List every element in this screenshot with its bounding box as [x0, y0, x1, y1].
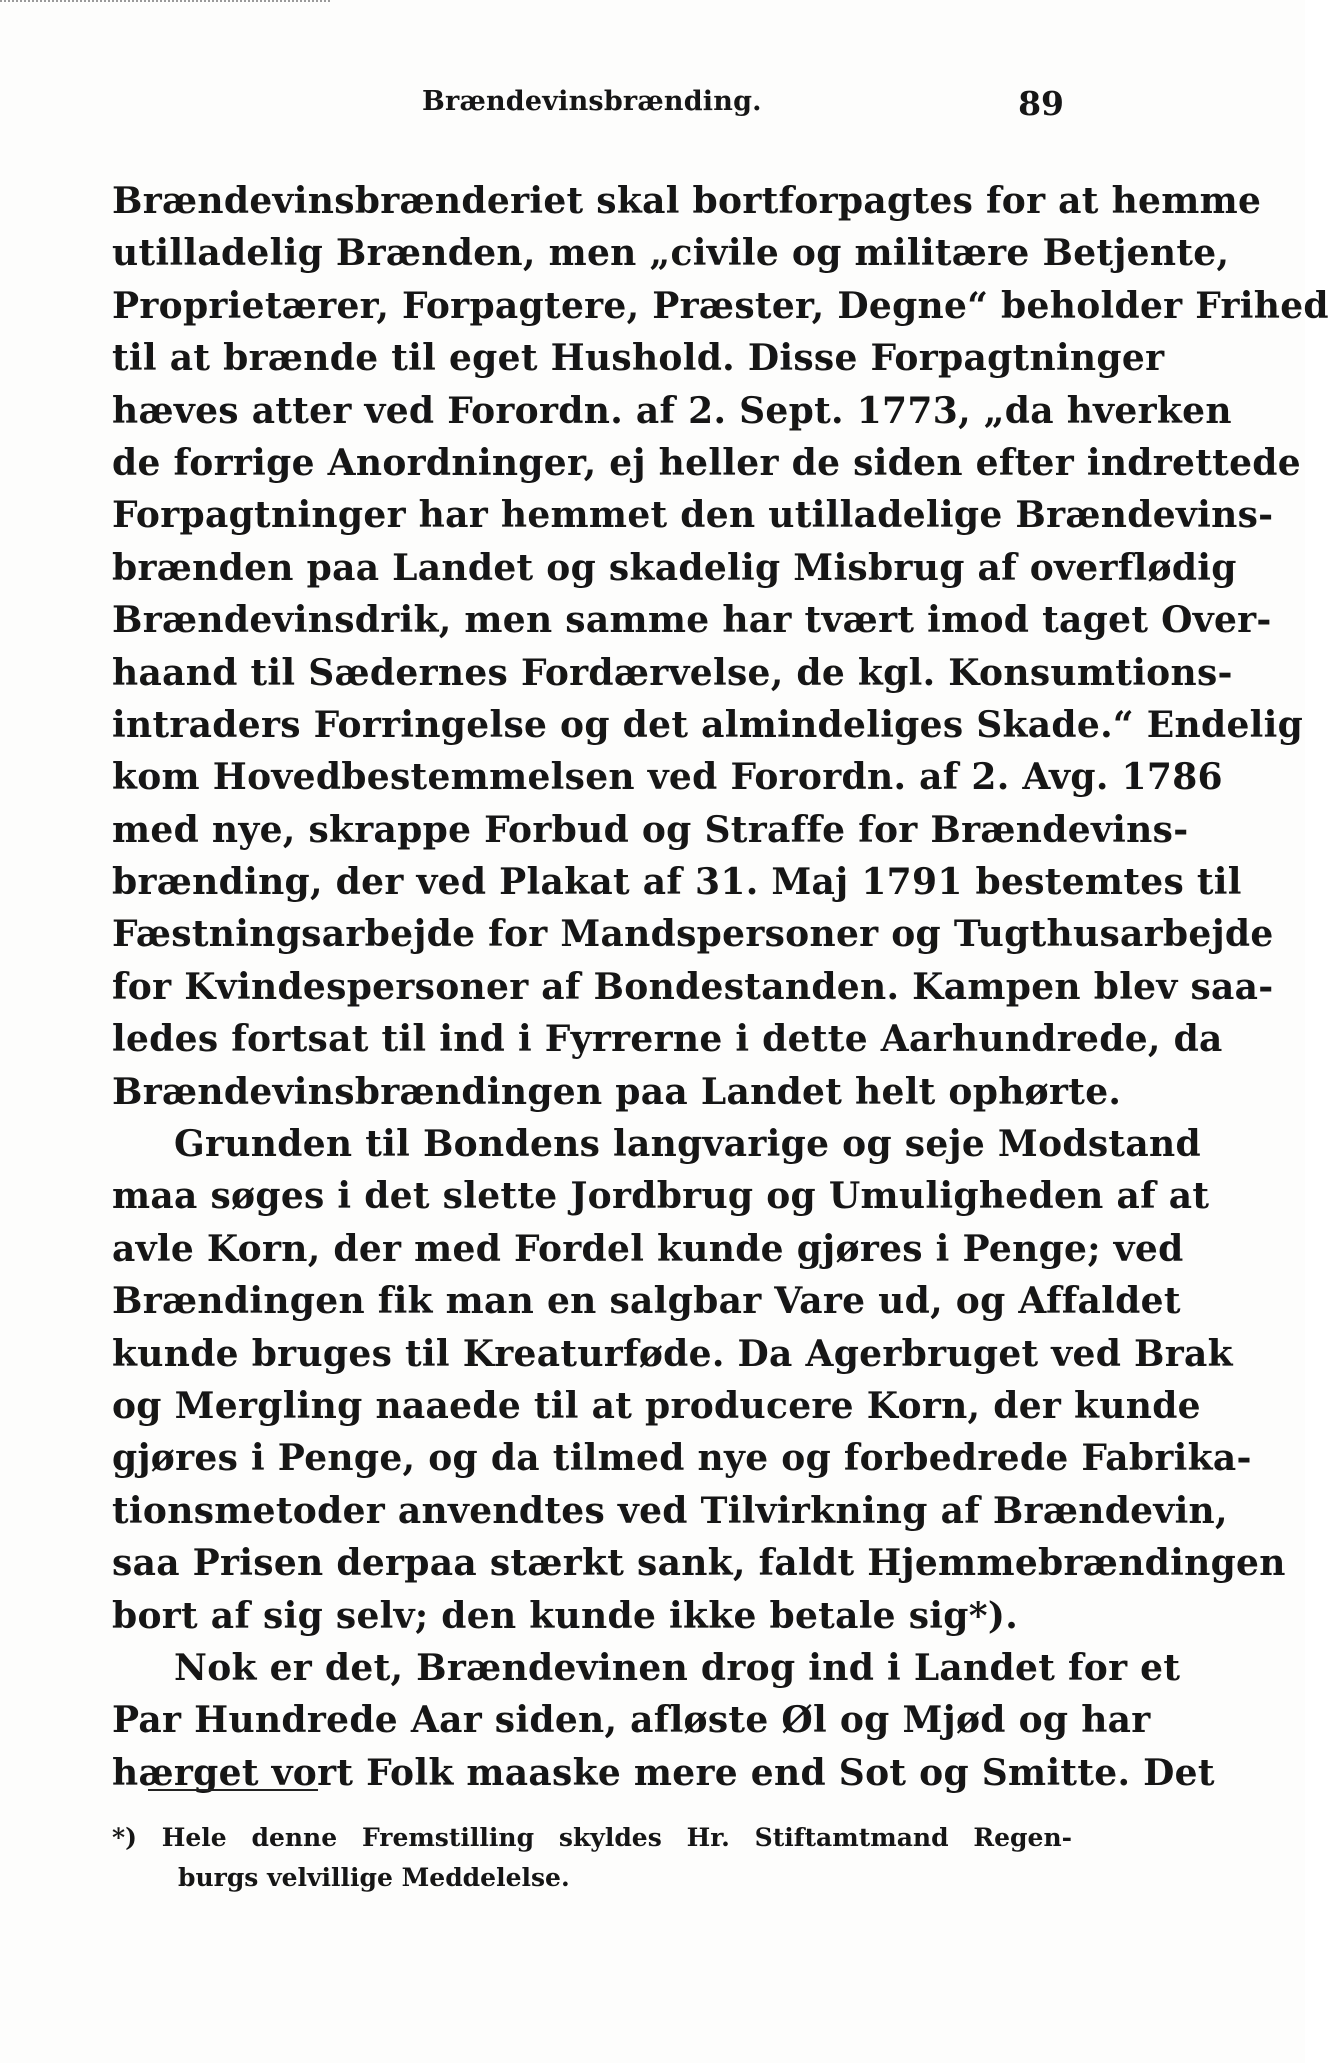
text-line: bort af sig selv; den kunde ikke betale sig*). — [112, 1594, 1019, 1637]
footnote-line: burgs velvillige Meddelelse. — [178, 1863, 570, 1892]
text-line: ledes fortsat til ind i Fyrrerne i dette Aarhundrede, da — [112, 1018, 1223, 1061]
text-line: haand til Sædernes Fordærvelse, de kgl. Konsumtions- — [112, 651, 1233, 694]
scan-edge-mark — [0, 0, 330, 4]
text-line: til at brænde til eget Hushold. Disse Forpagtninger — [112, 337, 1165, 380]
text-line: Brændevinsdrik, men samme har tvært imod taget Over- — [112, 599, 1272, 642]
text-line: Proprietærer, Forpagtere, Præster, Degne“ beholder Frihed — [112, 284, 1329, 327]
text-line: Fæstningsarbejde for Mandspersoner og Tugthusarbejde — [112, 913, 1274, 956]
text-line: for Kvindespersoner af Bondestanden. Kampen blev saa- — [112, 965, 1274, 1008]
text-line: og Mergling naaede til at producere Korn, der kunde — [112, 1384, 1201, 1427]
paragraph-2 — [112, 1118, 1286, 1642]
text-line: kom Hovedbestemmelsen ved Forordn. af 2. Avg. 1786 — [112, 756, 1223, 799]
footnote-divider — [148, 1789, 318, 1791]
text-line: Brændevinsbrænderiet skal bortforpagtes for at hemme — [112, 180, 1262, 222]
text-line: hæves atter ved Forordn. af 2. Sept. 1773, „da hverken — [112, 389, 1232, 432]
text-line: kunde bruges til Kreaturføde. Da Agerbruget ved Brak — [112, 1332, 1233, 1375]
text-line: gjøres i Penge, og da tilmed nye og forbedrede Fabrika- — [112, 1437, 1252, 1480]
paragraph-3 — [112, 1642, 1215, 1799]
running-head: Brændevinsbrænding. — [422, 86, 762, 117]
text-line: avle Korn, der med Fordel kunde gjøres i Penge; ved — [112, 1227, 1184, 1270]
text-line: Grunden til Bondens langvarige og seje Modstand — [174, 1123, 1201, 1166]
footnote — [112, 1818, 1072, 1898]
text-line: hærget vort Folk maaske mere end Sot og Smitte. Det — [112, 1751, 1215, 1794]
page-header — [112, 84, 1072, 124]
text-line: maa søges i det slette Jordbrug og Umuligheden af at — [112, 1175, 1210, 1218]
text-line: saa Prisen derpaa stærkt sank, faldt Hjemmebrændingen — [112, 1542, 1286, 1585]
text-line: de forrige Anordninger, ej heller de siden efter indrettede — [112, 441, 1301, 484]
text-line: Nok er det, Brændevinen drog ind i Landet for et — [174, 1646, 1181, 1689]
text-line: utilladelig Brænden, men „civile og militære Betjente, — [112, 232, 1230, 275]
paragraph-1 — [112, 175, 1329, 1118]
text-line: Forpagtninger har hemmet den utilladelige Brændevins- — [112, 494, 1274, 537]
page-number: 89 — [1018, 84, 1064, 123]
text-line: tionsmetoder anvendtes ved Tilvirkning af Brændevin, — [112, 1489, 1228, 1532]
text-line: Brændevinsbrændingen paa Landet helt ophørte. — [112, 1070, 1122, 1113]
footnote-line: *) Hele denne Fremstilling skyldes Hr. Stiftamtmand Regen- — [112, 1823, 1072, 1852]
body-text — [112, 175, 1329, 1799]
text-line: med nye, skrappe Forbud og Straffe for Brændevins- — [112, 808, 1189, 851]
text-line: intraders Forringelse og det almindeliges Skade.“ Endelig — [112, 703, 1304, 746]
text-line: Par Hundrede Aar siden, afløste Øl og Mjød og har — [112, 1699, 1151, 1742]
text-line: brænding, der ved Plakat af 31. Maj 1791 bestemtes til — [112, 861, 1242, 904]
text-line: Brændingen fik man en salgbar Vare ud, og Affaldet — [112, 1280, 1181, 1323]
text-line: brænden paa Landet og skadelig Misbrug af overflødig — [112, 546, 1237, 589]
